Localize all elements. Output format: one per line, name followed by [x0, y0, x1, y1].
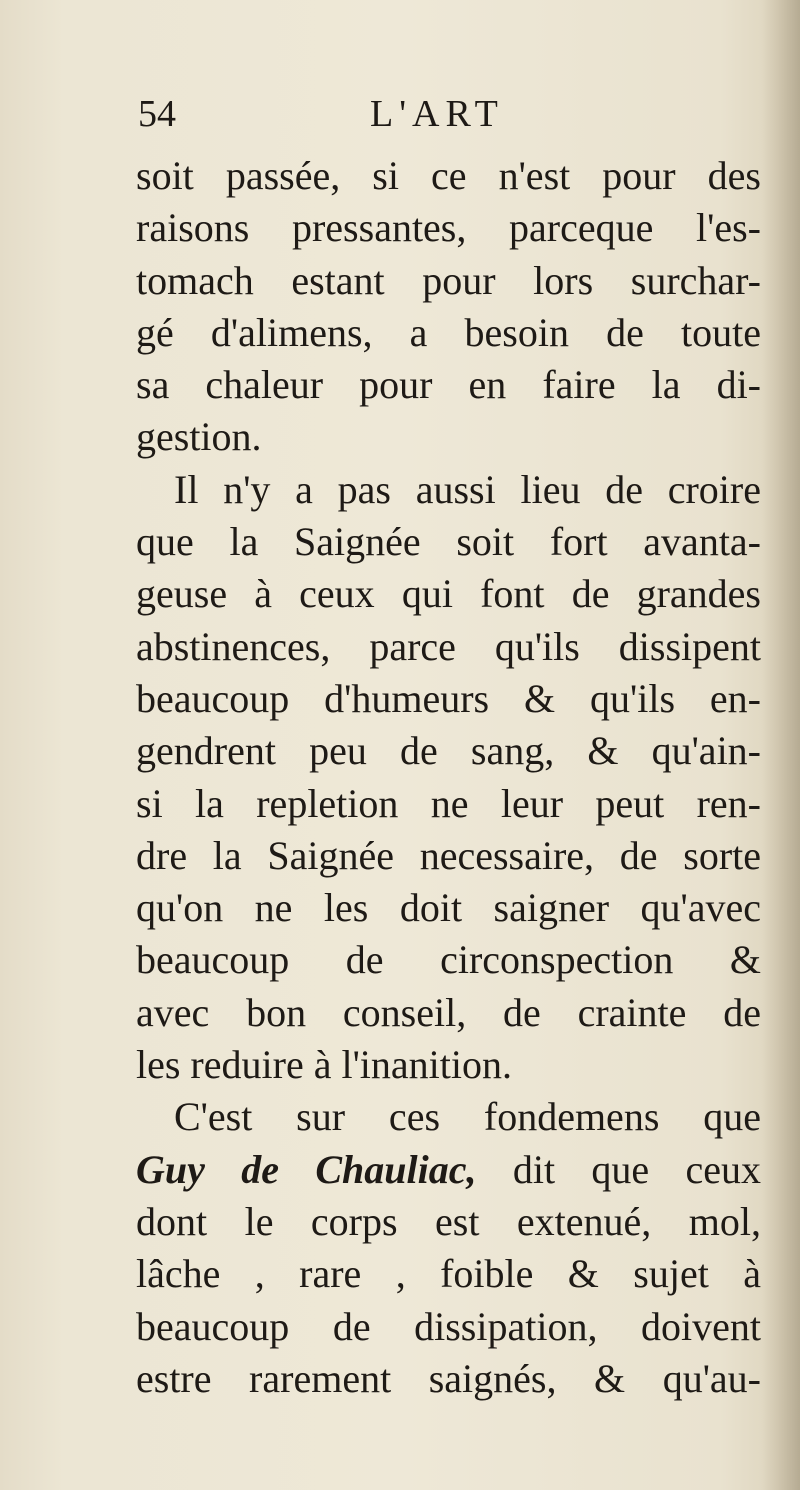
text-line: que la Saignée soit fort avanta-: [136, 519, 761, 565]
text-line-with-name: [136, 1144, 761, 1196]
text-line: avec bon conseil, de crainte de: [136, 989, 761, 1035]
text-line: C'est sur ces fondemens que: [174, 1094, 761, 1140]
text-line: gestion.: [136, 414, 262, 460]
text-line: gendrent peu de sang, & qu'ain-: [136, 728, 761, 774]
page-number: 54: [138, 93, 176, 135]
text-line-rest: dit que ceux: [512, 1146, 761, 1192]
text-line: dont le corps est extenué, mol,: [136, 1198, 761, 1244]
text-line: si la repletion ne leur peut ren-: [136, 780, 761, 826]
text-line: Il n'y a pas aussi lieu de croire: [174, 466, 761, 512]
text-line: beaucoup de dissipation, doivent: [136, 1303, 761, 1349]
text-line: beaucoup d'humeurs & qu'ils en-: [136, 675, 761, 721]
text-line: estre rarement saignés, & qu'au-: [136, 1355, 761, 1401]
text-block: [136, 150, 761, 1405]
text-line: beaucoup de circonspection &: [136, 937, 761, 983]
text-line: sa chaleur pour en faire la di-: [136, 362, 761, 408]
text-line: soit passée, si ce n'est pour des: [136, 153, 761, 198]
text-line: les reduire à l'inanition.: [136, 1042, 512, 1088]
running-head: L'ART: [370, 93, 504, 135]
text-line: qu'on ne les doit saigner qu'avec: [136, 885, 761, 931]
page-edge-shadow: [762, 0, 800, 1490]
text-line: raisons pressantes, parceque l'es-: [136, 205, 761, 251]
text-line: lâche , rare , foible & sujet à: [136, 1251, 761, 1297]
text-line: tomach estant pour lors surchar-: [136, 257, 761, 303]
italic-name: Guy de Chauliac,: [136, 1146, 477, 1192]
text-line: gé d'alimens, a besoin de toute: [136, 309, 761, 355]
page-header: [138, 92, 698, 142]
text-line: dre la Saignée necessaire, de sorte: [136, 832, 761, 878]
text-line: abstinences, parce qu'ils dissipent: [136, 623, 761, 669]
text-line: geuse à ceux qui font de grandes: [136, 571, 761, 617]
